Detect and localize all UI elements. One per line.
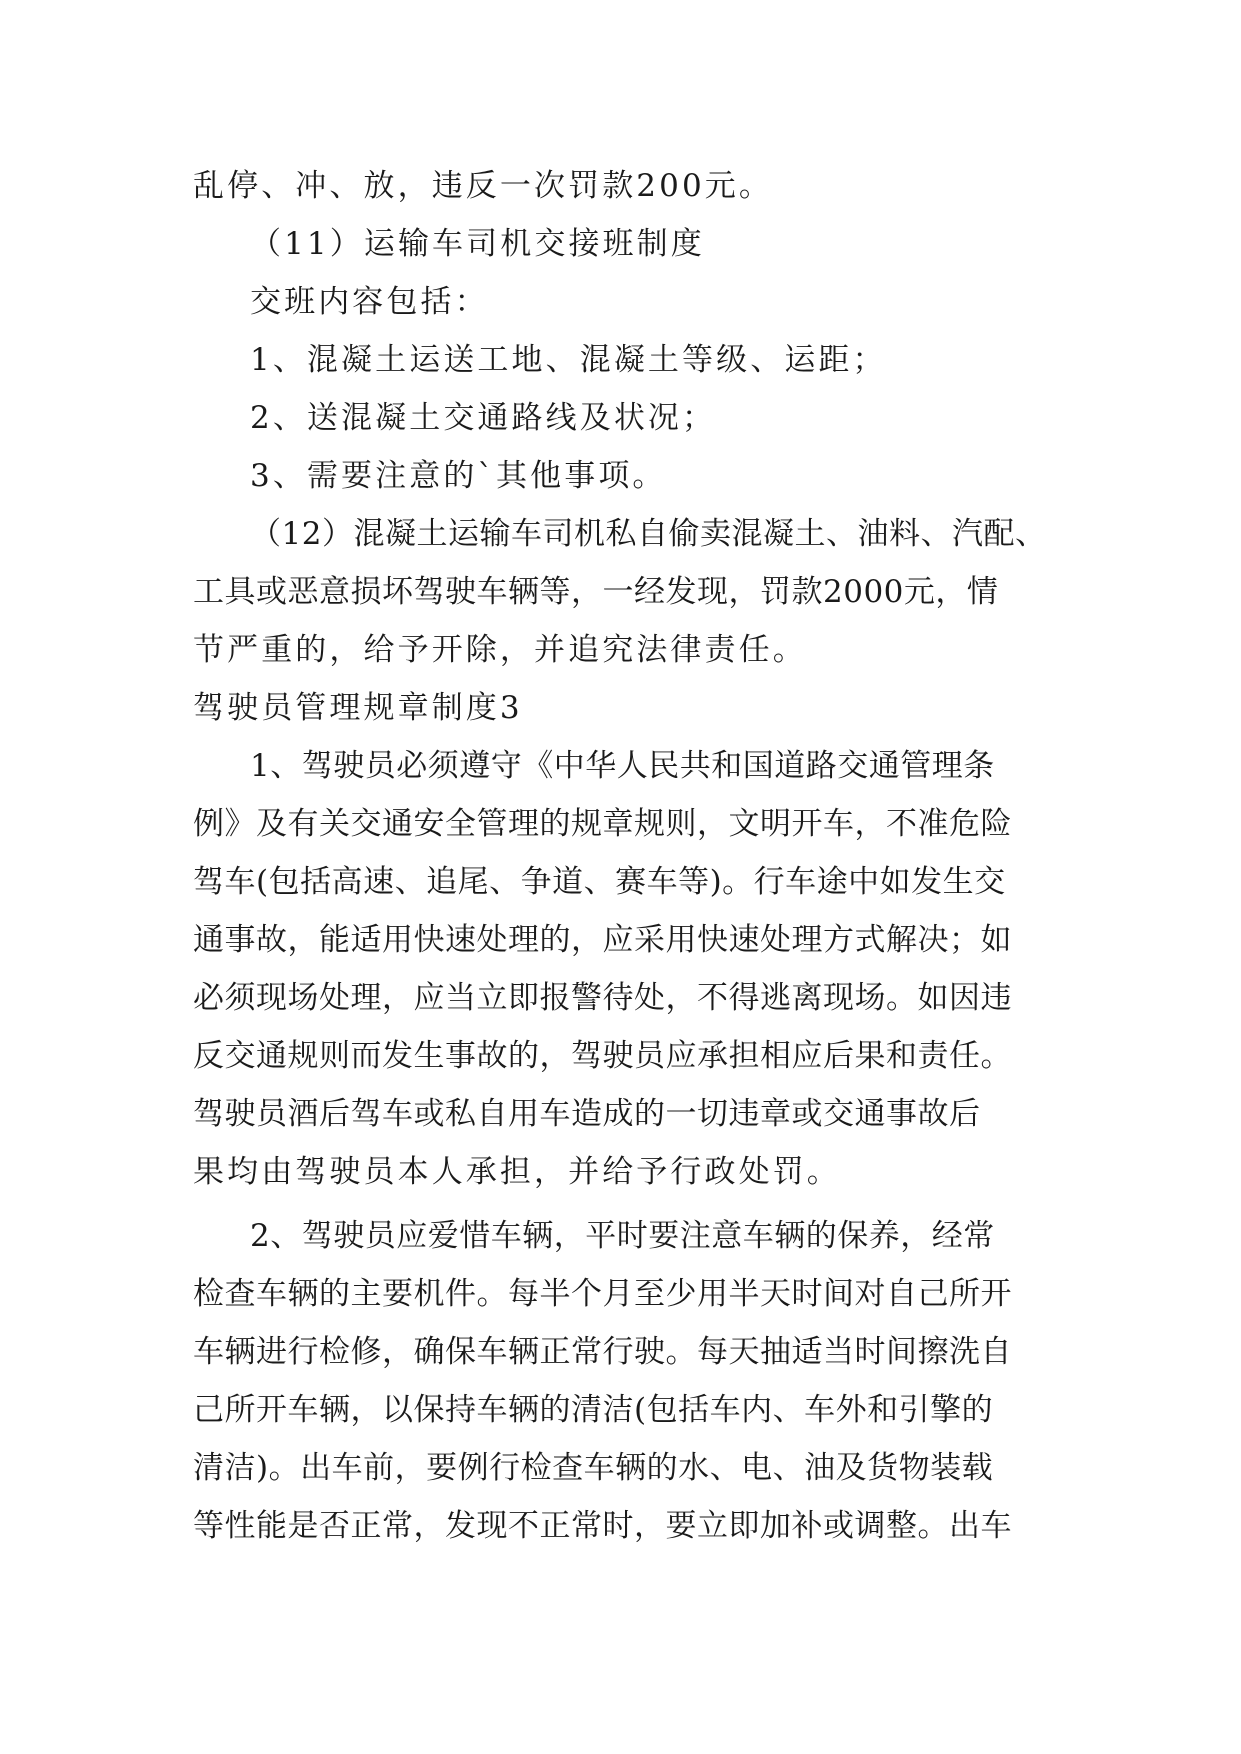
text-line: 己所开车辆，以保持车辆的清洁(包括车内、车外和引擎的: [193, 1392, 994, 1428]
text-line: 果均由驾驶员本人承担，并给予行政处罚。: [193, 1154, 841, 1190]
text-line: 等性能是否正常，发现不正常时，要立即加补或调整。出车: [193, 1508, 1012, 1544]
text-line: 1、混凝土运送工地、混凝土等级、运距；: [250, 342, 887, 378]
text-line: 1、驾驶员必须遵守《中华人民共和国道路交通管理条: [250, 748, 995, 784]
text-line: 必须现场处理，应当立即报警待处，不得逃离现场。如因违: [193, 980, 1012, 1016]
text-line: 反交通规则而发生事故的，驾驶员应承担相应后果和责任。: [193, 1038, 1012, 1074]
text-line: 交班内容包括：: [250, 284, 489, 320]
text-line: 驾驶员酒后驾车或私自用车造成的一切违章或交通事故后: [193, 1096, 981, 1132]
text-line: 乱停、冲、放，违反一次罚款200元。: [193, 168, 773, 204]
text-line: 2、驾驶员应爱惜车辆，平时要注意车辆的保养，经常: [250, 1218, 995, 1254]
text-line: 检查车辆的主要机件。每半个月至少用半天时间对自己所开: [193, 1276, 1012, 1312]
text-line: 通事故，能适用快速处理的，应采用快速处理方式解决；如: [193, 922, 1012, 958]
text-line: 驾车(包括高速、追尾、争道、赛车等)。行车途中如发生交: [193, 864, 1006, 900]
section-heading: 驾驶员管理规章制度3: [193, 690, 523, 726]
text-line: 车辆进行检修，确保车辆正常行驶。每天抽适当时间擦洗自: [193, 1334, 1012, 1370]
text-line: 工具或恶意损坏驾驶车辆等，一经发现，罚款2000元，情: [193, 574, 999, 610]
text-line: 3、需要注意的`其他事项。: [250, 458, 667, 494]
text-line: 清洁)。出车前，要例行检查车辆的水、电、油及货物装载: [193, 1450, 994, 1486]
text-line: （11）运输车司机交接班制度: [250, 226, 705, 262]
text-line: 节严重的，给予开除，并追究法律责任。: [193, 632, 807, 668]
text-line: （12）混凝土运输车司机私自偷卖混凝土、油料、汽配、: [250, 516, 1047, 552]
text-line: 2、送混凝土交通路线及状况；: [250, 400, 717, 436]
text-line: 例》及有关交通安全管理的规章规则，文明开车，不准危险: [193, 806, 1012, 842]
